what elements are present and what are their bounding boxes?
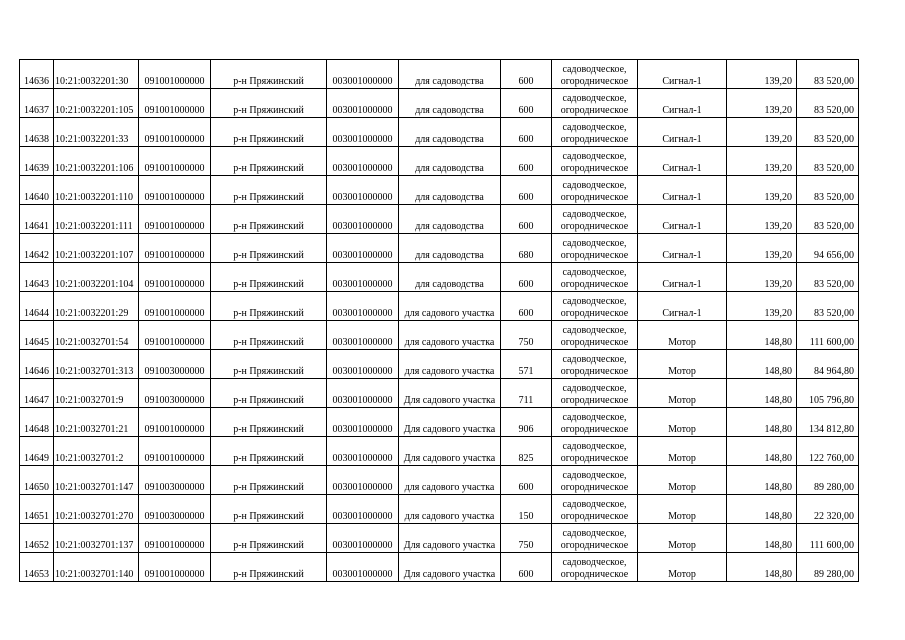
okato-code-cell: 091001000000 xyxy=(139,147,211,176)
land-category-cell: садоводческое, огородническое xyxy=(552,408,638,437)
district-cell: р-н Пряжинский xyxy=(211,553,327,582)
cadastral-number-cell: 10:21:0032701:270 xyxy=(54,495,139,524)
specific-value-cell: 148,80 xyxy=(727,524,797,553)
land-category-cell: садоводческое, огородническое xyxy=(552,495,638,524)
oktmo-code-cell: 003001000000 xyxy=(327,437,399,466)
specific-value-cell: 148,80 xyxy=(727,553,797,582)
row-number-cell: 14642 xyxy=(20,234,54,263)
row-number-cell: 14650 xyxy=(20,466,54,495)
cadastral-number-cell: 10:21:0032701:9 xyxy=(54,379,139,408)
cadastral-number-cell: 10:21:0032201:111 xyxy=(54,205,139,234)
oktmo-code-cell: 003001000000 xyxy=(327,60,399,89)
permitted-use-cell: для садового участка xyxy=(399,350,501,379)
permitted-use-cell: для садоводства xyxy=(399,234,501,263)
okato-code-cell: 091001000000 xyxy=(139,60,211,89)
specific-value-cell: 148,80 xyxy=(727,408,797,437)
permitted-use-cell: Для садового участка xyxy=(399,524,501,553)
land-category-cell: садоводческое, огородническое xyxy=(552,263,638,292)
okato-code-cell: 091001000000 xyxy=(139,408,211,437)
specific-value-cell: 139,20 xyxy=(727,205,797,234)
district-cell: р-н Пряжинский xyxy=(211,205,327,234)
area-cell: 825 xyxy=(501,437,552,466)
district-cell: р-н Пряжинский xyxy=(211,524,327,553)
district-cell: р-н Пряжинский xyxy=(211,60,327,89)
settlement-cell: Сигнал-1 xyxy=(638,292,727,321)
area-cell: 600 xyxy=(501,553,552,582)
land-plots-table xyxy=(19,59,859,582)
oktmo-code-cell: 003001000000 xyxy=(327,553,399,582)
district-cell: р-н Пряжинский xyxy=(211,321,327,350)
cadastral-value-cell: 111 600,00 xyxy=(797,524,859,553)
settlement-cell: Сигнал-1 xyxy=(638,147,727,176)
oktmo-code-cell: 003001000000 xyxy=(327,495,399,524)
table-row xyxy=(20,263,859,292)
district-cell: р-н Пряжинский xyxy=(211,350,327,379)
table-row xyxy=(20,437,859,466)
okato-code-cell: 091001000000 xyxy=(139,524,211,553)
settlement-cell: Мотор xyxy=(638,466,727,495)
oktmo-code-cell: 003001000000 xyxy=(327,524,399,553)
district-cell: р-н Пряжинский xyxy=(211,118,327,147)
oktmo-code-cell: 003001000000 xyxy=(327,379,399,408)
cadastral-value-cell: 83 520,00 xyxy=(797,118,859,147)
settlement-cell: Мотор xyxy=(638,408,727,437)
district-cell: р-н Пряжинский xyxy=(211,176,327,205)
permitted-use-cell: Для садового участка xyxy=(399,379,501,408)
row-number-cell: 14651 xyxy=(20,495,54,524)
permitted-use-cell: для садоводства xyxy=(399,263,501,292)
specific-value-cell: 148,80 xyxy=(727,495,797,524)
table-row xyxy=(20,89,859,118)
land-category-cell: садоводческое, огородническое xyxy=(552,553,638,582)
cadastral-number-cell: 10:21:0032701:147 xyxy=(54,466,139,495)
permitted-use-cell: для садового участка xyxy=(399,292,501,321)
land-category-cell: садоводческое, огородническое xyxy=(552,89,638,118)
land-category-cell: садоводческое, огородническое xyxy=(552,350,638,379)
permitted-use-cell: для садового участка xyxy=(399,495,501,524)
oktmo-code-cell: 003001000000 xyxy=(327,408,399,437)
row-number-cell: 14646 xyxy=(20,350,54,379)
district-cell: р-н Пряжинский xyxy=(211,408,327,437)
settlement-cell: Сигнал-1 xyxy=(638,205,727,234)
table-row xyxy=(20,495,859,524)
settlement-cell: Мотор xyxy=(638,350,727,379)
land-category-cell: садоводческое, огородническое xyxy=(552,292,638,321)
district-cell: р-н Пряжинский xyxy=(211,466,327,495)
table-row xyxy=(20,234,859,263)
settlement-cell: Мотор xyxy=(638,553,727,582)
cadastral-value-cell: 89 280,00 xyxy=(797,466,859,495)
cadastral-number-cell: 10:21:0032701:54 xyxy=(54,321,139,350)
land-category-cell: садоводческое, огородническое xyxy=(552,437,638,466)
settlement-cell: Мотор xyxy=(638,321,727,350)
specific-value-cell: 139,20 xyxy=(727,118,797,147)
area-cell: 600 xyxy=(501,89,552,118)
cadastral-number-cell: 10:21:0032201:106 xyxy=(54,147,139,176)
cadastral-value-cell: 83 520,00 xyxy=(797,205,859,234)
okato-code-cell: 091001000000 xyxy=(139,321,211,350)
table-row xyxy=(20,379,859,408)
permitted-use-cell: Для садового участка xyxy=(399,437,501,466)
specific-value-cell: 148,80 xyxy=(727,350,797,379)
area-cell: 600 xyxy=(501,205,552,234)
specific-value-cell: 148,80 xyxy=(727,321,797,350)
row-number-cell: 14643 xyxy=(20,263,54,292)
cadastral-value-cell: 83 520,00 xyxy=(797,263,859,292)
cadastral-value-cell: 105 796,80 xyxy=(797,379,859,408)
permitted-use-cell: для садоводства xyxy=(399,60,501,89)
okato-code-cell: 091001000000 xyxy=(139,437,211,466)
permitted-use-cell: Для садового участка xyxy=(399,553,501,582)
permitted-use-cell: для садоводства xyxy=(399,89,501,118)
area-cell: 600 xyxy=(501,147,552,176)
oktmo-code-cell: 003001000000 xyxy=(327,118,399,147)
specific-value-cell: 139,20 xyxy=(727,176,797,205)
district-cell: р-н Пряжинский xyxy=(211,495,327,524)
okato-code-cell: 091003000000 xyxy=(139,495,211,524)
table-row xyxy=(20,60,859,89)
table-row xyxy=(20,524,859,553)
specific-value-cell: 148,80 xyxy=(727,379,797,408)
permitted-use-cell: для садоводства xyxy=(399,147,501,176)
area-cell: 600 xyxy=(501,118,552,147)
specific-value-cell: 139,20 xyxy=(727,263,797,292)
row-number-cell: 14645 xyxy=(20,321,54,350)
permitted-use-cell: для садового участка xyxy=(399,321,501,350)
cadastral-value-cell: 83 520,00 xyxy=(797,89,859,118)
cadastral-number-cell: 10:21:0032701:21 xyxy=(54,408,139,437)
okato-code-cell: 091003000000 xyxy=(139,379,211,408)
okato-code-cell: 091001000000 xyxy=(139,89,211,118)
cadastral-value-cell: 111 600,00 xyxy=(797,321,859,350)
cadastral-number-cell: 10:21:0032201:30 xyxy=(54,60,139,89)
area-cell: 711 xyxy=(501,379,552,408)
oktmo-code-cell: 003001000000 xyxy=(327,466,399,495)
table-row xyxy=(20,147,859,176)
row-number-cell: 14638 xyxy=(20,118,54,147)
district-cell: р-н Пряжинский xyxy=(211,147,327,176)
cadastral-value-cell: 134 812,80 xyxy=(797,408,859,437)
settlement-cell: Сигнал-1 xyxy=(638,263,727,292)
row-number-cell: 14649 xyxy=(20,437,54,466)
land-category-cell: садоводческое, огородническое xyxy=(552,60,638,89)
cadastral-number-cell: 10:21:0032201:33 xyxy=(54,118,139,147)
area-cell: 680 xyxy=(501,234,552,263)
okato-code-cell: 091001000000 xyxy=(139,263,211,292)
okato-code-cell: 091003000000 xyxy=(139,350,211,379)
district-cell: р-н Пряжинский xyxy=(211,89,327,118)
okato-code-cell: 091001000000 xyxy=(139,553,211,582)
specific-value-cell: 139,20 xyxy=(727,147,797,176)
land-category-cell: садоводческое, огородническое xyxy=(552,379,638,408)
cadastral-number-cell: 10:21:0032701:313 xyxy=(54,350,139,379)
land-category-cell: садоводческое, огородническое xyxy=(552,466,638,495)
specific-value-cell: 148,80 xyxy=(727,466,797,495)
row-number-cell: 14637 xyxy=(20,89,54,118)
table-body xyxy=(20,60,859,582)
area-cell: 906 xyxy=(501,408,552,437)
area-cell: 571 xyxy=(501,350,552,379)
okato-code-cell: 091001000000 xyxy=(139,118,211,147)
land-category-cell: садоводческое, огородническое xyxy=(552,234,638,263)
cadastral-value-cell: 83 520,00 xyxy=(797,292,859,321)
land-category-cell: садоводческое, огородническое xyxy=(552,147,638,176)
land-category-cell: садоводческое, огородническое xyxy=(552,118,638,147)
settlement-cell: Сигнал-1 xyxy=(638,60,727,89)
table-row xyxy=(20,466,859,495)
cadastral-value-cell: 94 656,00 xyxy=(797,234,859,263)
land-category-cell: садоводческое, огородническое xyxy=(552,176,638,205)
cadastral-value-cell: 89 280,00 xyxy=(797,553,859,582)
cadastral-number-cell: 10:21:0032201:29 xyxy=(54,292,139,321)
cadastral-number-cell: 10:21:0032201:104 xyxy=(54,263,139,292)
oktmo-code-cell: 003001000000 xyxy=(327,350,399,379)
specific-value-cell: 139,20 xyxy=(727,89,797,118)
area-cell: 600 xyxy=(501,466,552,495)
area-cell: 150 xyxy=(501,495,552,524)
oktmo-code-cell: 003001000000 xyxy=(327,263,399,292)
district-cell: р-н Пряжинский xyxy=(211,437,327,466)
oktmo-code-cell: 003001000000 xyxy=(327,89,399,118)
oktmo-code-cell: 003001000000 xyxy=(327,292,399,321)
cadastral-number-cell: 10:21:0032201:110 xyxy=(54,176,139,205)
settlement-cell: Сигнал-1 xyxy=(638,118,727,147)
table-row xyxy=(20,205,859,234)
cadastral-value-cell: 22 320,00 xyxy=(797,495,859,524)
cadastral-number-cell: 10:21:0032201:105 xyxy=(54,89,139,118)
cadastral-value-cell: 83 520,00 xyxy=(797,60,859,89)
area-cell: 600 xyxy=(501,176,552,205)
okato-code-cell: 091001000000 xyxy=(139,234,211,263)
row-number-cell: 14640 xyxy=(20,176,54,205)
table-row xyxy=(20,350,859,379)
specific-value-cell: 139,20 xyxy=(727,292,797,321)
cadastral-number-cell: 10:21:0032701:137 xyxy=(54,524,139,553)
oktmo-code-cell: 003001000000 xyxy=(327,147,399,176)
permitted-use-cell: для садоводства xyxy=(399,176,501,205)
table-row xyxy=(20,292,859,321)
specific-value-cell: 148,80 xyxy=(727,437,797,466)
oktmo-code-cell: 003001000000 xyxy=(327,234,399,263)
settlement-cell: Сигнал-1 xyxy=(638,176,727,205)
settlement-cell: Сигнал-1 xyxy=(638,234,727,263)
oktmo-code-cell: 003001000000 xyxy=(327,205,399,234)
cadastral-number-cell: 10:21:0032701:140 xyxy=(54,553,139,582)
cadastral-number-cell: 10:21:0032701:2 xyxy=(54,437,139,466)
land-category-cell: садоводческое, огородническое xyxy=(552,321,638,350)
permitted-use-cell: для садового участка xyxy=(399,466,501,495)
settlement-cell: Мотор xyxy=(638,524,727,553)
district-cell: р-н Пряжинский xyxy=(211,379,327,408)
row-number-cell: 14648 xyxy=(20,408,54,437)
district-cell: р-н Пряжинский xyxy=(211,263,327,292)
cadastral-value-cell: 122 760,00 xyxy=(797,437,859,466)
permitted-use-cell: Для садового участка xyxy=(399,408,501,437)
row-number-cell: 14647 xyxy=(20,379,54,408)
table-row xyxy=(20,118,859,147)
okato-code-cell: 091003000000 xyxy=(139,466,211,495)
okato-code-cell: 091001000000 xyxy=(139,176,211,205)
table-row xyxy=(20,553,859,582)
okato-code-cell: 091001000000 xyxy=(139,205,211,234)
area-cell: 600 xyxy=(501,60,552,89)
oktmo-code-cell: 003001000000 xyxy=(327,176,399,205)
table-row xyxy=(20,321,859,350)
cadastral-value-cell: 83 520,00 xyxy=(797,176,859,205)
settlement-cell: Сигнал-1 xyxy=(638,89,727,118)
row-number-cell: 14636 xyxy=(20,60,54,89)
area-cell: 600 xyxy=(501,263,552,292)
settlement-cell: Мотор xyxy=(638,495,727,524)
settlement-cell: Мотор xyxy=(638,379,727,408)
row-number-cell: 14639 xyxy=(20,147,54,176)
oktmo-code-cell: 003001000000 xyxy=(327,321,399,350)
cadastral-number-cell: 10:21:0032201:107 xyxy=(54,234,139,263)
table-row xyxy=(20,408,859,437)
permitted-use-cell: для садоводства xyxy=(399,205,501,234)
table-row xyxy=(20,176,859,205)
specific-value-cell: 139,20 xyxy=(727,234,797,263)
row-number-cell: 14644 xyxy=(20,292,54,321)
specific-value-cell: 139,20 xyxy=(727,60,797,89)
district-cell: р-н Пряжинский xyxy=(211,234,327,263)
land-category-cell: садоводческое, огородническое xyxy=(552,205,638,234)
row-number-cell: 14652 xyxy=(20,524,54,553)
cadastral-value-cell: 83 520,00 xyxy=(797,147,859,176)
permitted-use-cell: для садоводства xyxy=(399,118,501,147)
row-number-cell: 14653 xyxy=(20,553,54,582)
okato-code-cell: 091001000000 xyxy=(139,292,211,321)
land-category-cell: садоводческое, огородническое xyxy=(552,524,638,553)
area-cell: 600 xyxy=(501,292,552,321)
area-cell: 750 xyxy=(501,321,552,350)
settlement-cell: Мотор xyxy=(638,437,727,466)
cadastral-value-cell: 84 964,80 xyxy=(797,350,859,379)
row-number-cell: 14641 xyxy=(20,205,54,234)
district-cell: р-н Пряжинский xyxy=(211,292,327,321)
area-cell: 750 xyxy=(501,524,552,553)
